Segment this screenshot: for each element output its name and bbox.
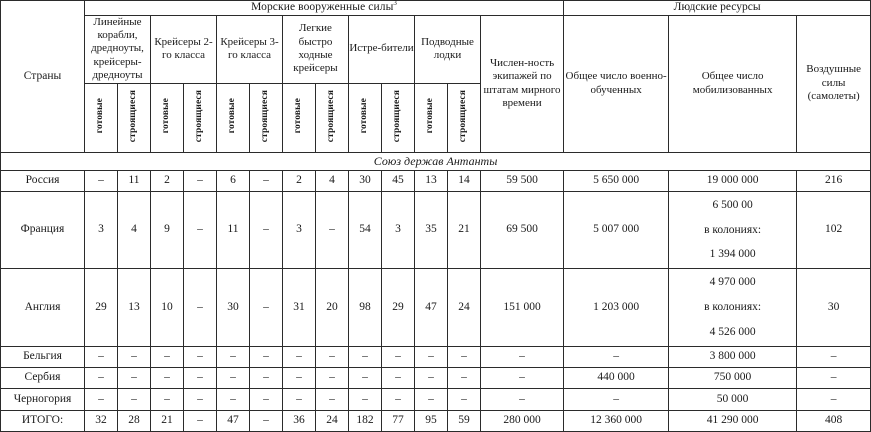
cell-value: –	[217, 368, 250, 389]
header-cruisers-3rd-building	[250, 83, 283, 152]
cell-value: –	[349, 368, 382, 389]
cell-value: –	[283, 346, 316, 367]
cell-value: 30	[349, 170, 382, 191]
table-row	[1, 368, 871, 389]
cell-value: 59 500	[481, 170, 564, 191]
header-mobilized-total: Общее число мобилизованных	[669, 15, 797, 152]
section-label-entente: Союз держав Антанты	[1, 152, 871, 170]
cell-value: 440 000	[564, 368, 669, 389]
cell-value: 280 000	[481, 410, 564, 431]
cell-country-name: ИТОГО:	[1, 410, 85, 431]
mobilized-breakdown	[669, 197, 796, 263]
rotated-label-ready: готовые	[425, 97, 436, 134]
cell-value: –	[184, 269, 217, 346]
cell-country-name: Франция	[1, 191, 85, 268]
cell-value: 12 360 000	[564, 410, 669, 431]
cell-value: –	[382, 368, 415, 389]
table-row	[1, 170, 871, 191]
cell-value: –	[118, 346, 151, 367]
cell-value: –	[217, 389, 250, 410]
cell-value: –	[184, 368, 217, 389]
rotated-label-ready: готовые	[293, 97, 304, 134]
header-battleships: Линейные корабли, дредноуты, крейсеры-дредноуты	[85, 15, 151, 83]
cell-value: 47	[217, 410, 250, 431]
table-row	[1, 389, 871, 410]
cell-value: 5 650 000	[564, 170, 669, 191]
header-air-forces: Воздушные силы (самолеты)	[797, 15, 871, 152]
cell-country-name: Англия	[1, 269, 85, 346]
cell-value: 24	[448, 269, 481, 346]
cell-value: –	[283, 389, 316, 410]
header-group-naval	[85, 1, 564, 16]
cell-air-forces: 30	[797, 269, 871, 346]
cell-value: 4	[316, 170, 349, 191]
rotated-label-building: строящиеся	[326, 89, 337, 142]
header-submarines-ready	[415, 83, 448, 152]
cell-value: –	[415, 389, 448, 410]
header-countries: Страны	[1, 1, 85, 153]
cell-value: –	[382, 389, 415, 410]
cell-value: 77	[382, 410, 415, 431]
cell-value: 59	[448, 410, 481, 431]
header-cruisers-2nd-class: Крейсеры 2-го класса	[151, 15, 217, 83]
cell-value: –	[184, 191, 217, 268]
header-trained-total: Общее число военно-обученных	[564, 15, 669, 152]
cell-value: 14	[448, 170, 481, 191]
cell-mobilized-total: 19 000 000	[669, 170, 797, 191]
cell-value: –	[250, 368, 283, 389]
cell-value: 21	[448, 191, 481, 268]
header-row-groups	[1, 1, 871, 16]
cell-air-forces: –	[797, 346, 871, 367]
section-band-row	[1, 152, 871, 170]
header-battleships-ready	[85, 83, 118, 152]
cell-value: 151 000	[481, 269, 564, 346]
cell-value: –	[85, 389, 118, 410]
mobilized-line: 4 970 000	[709, 276, 756, 289]
header-light-fast-cruisers: Легкие быстро ходные крейсеры	[283, 15, 349, 83]
cell-value: –	[250, 269, 283, 346]
cell-value: –	[85, 368, 118, 389]
cell-value: –	[481, 368, 564, 389]
cell-country-name: Бельгия	[1, 346, 85, 367]
mobilized-line: 1 394 000	[709, 248, 756, 261]
cell-value: –	[217, 346, 250, 367]
cell-value: 35	[415, 191, 448, 268]
header-crew-strength: Числен-ность экипажей по штатам мирного времени	[481, 15, 564, 152]
cell-value: –	[448, 346, 481, 367]
cell-value: –	[250, 191, 283, 268]
cell-value: –	[448, 389, 481, 410]
cell-value: –	[316, 191, 349, 268]
cell-value: 28	[118, 410, 151, 431]
cell-value: 45	[382, 170, 415, 191]
cell-value: 11	[217, 191, 250, 268]
cell-value: –	[481, 389, 564, 410]
cell-value: –	[349, 346, 382, 367]
cell-value: 29	[85, 269, 118, 346]
cell-value: 5 007 000	[564, 191, 669, 268]
cell-value: –	[85, 170, 118, 191]
cell-value: –	[151, 389, 184, 410]
cell-value: 36	[283, 410, 316, 431]
header-battleships-building	[118, 83, 151, 152]
cell-value: 13	[118, 269, 151, 346]
cell-air-forces: 216	[797, 170, 871, 191]
cell-value: –	[316, 389, 349, 410]
mobilized-line: в колониях:	[704, 301, 762, 314]
cell-value: 11	[118, 170, 151, 191]
cell-value: –	[316, 368, 349, 389]
header-cruisers-2nd-ready	[151, 83, 184, 152]
cell-value: –	[151, 346, 184, 367]
table-row	[1, 410, 871, 431]
header-destroyers: Истре-бители	[349, 15, 415, 83]
rotated-label-building: строящиеся	[128, 89, 139, 142]
cell-value: –	[184, 346, 217, 367]
cell-value: –	[250, 410, 283, 431]
cell-value: –	[415, 346, 448, 367]
cell-value: 95	[415, 410, 448, 431]
cell-value: –	[250, 170, 283, 191]
cell-value: 2	[151, 170, 184, 191]
rotated-label-building: строящиеся	[392, 89, 403, 142]
cell-value: –	[448, 368, 481, 389]
rotated-label-ready: готовые	[227, 97, 238, 134]
cell-value: 9	[151, 191, 184, 268]
cell-mobilized-total: 50 000	[669, 389, 797, 410]
cell-value: –	[564, 389, 669, 410]
cell-air-forces: –	[797, 389, 871, 410]
cell-value: 29	[382, 269, 415, 346]
cell-country-name: Россия	[1, 170, 85, 191]
cell-value: 31	[283, 269, 316, 346]
cell-value: –	[184, 170, 217, 191]
footnote-marker: 3	[393, 0, 398, 8]
cell-value: 69 500	[481, 191, 564, 268]
mobilized-line: в колониях:	[704, 223, 762, 236]
cell-mobilized-total: 750 000	[669, 368, 797, 389]
header-submarines: Подводные лодки	[415, 15, 481, 83]
cell-value: –	[481, 346, 564, 367]
cell-mobilized-total	[669, 269, 797, 346]
cell-value: 3	[382, 191, 415, 268]
rotated-label-building: строящиеся	[194, 89, 205, 142]
mobilized-line: 6 500 00	[712, 199, 753, 212]
cell-value: 20	[316, 269, 349, 346]
cell-value: 24	[316, 410, 349, 431]
cell-value: 98	[349, 269, 382, 346]
cell-value: 4	[118, 191, 151, 268]
cell-value: –	[85, 346, 118, 367]
cell-value: –	[564, 346, 669, 367]
cell-value: 3	[283, 191, 316, 268]
header-submarines-building	[448, 83, 481, 152]
cell-mobilized-total: 41 290 000	[669, 410, 797, 431]
cell-value: –	[382, 346, 415, 367]
cell-value: 182	[349, 410, 382, 431]
cell-value: –	[283, 368, 316, 389]
rotated-label-ready: готовые	[95, 97, 106, 134]
table-row	[1, 269, 871, 346]
header-group-manpower: Людские ресурсы	[564, 1, 871, 16]
cell-value: –	[250, 346, 283, 367]
rotated-label-building: строящиеся	[260, 89, 271, 142]
cell-value: 13	[415, 170, 448, 191]
cell-value: –	[250, 389, 283, 410]
cell-value: –	[349, 389, 382, 410]
cell-value: 2	[283, 170, 316, 191]
cell-value: –	[316, 346, 349, 367]
cell-value: 10	[151, 269, 184, 346]
cell-value: 30	[217, 269, 250, 346]
header-cruisers-2nd-building	[184, 83, 217, 152]
rotated-label-ready: готовые	[161, 97, 172, 134]
header-destroyers-building	[382, 83, 415, 152]
cell-value: –	[184, 389, 217, 410]
header-row-subcolumns	[1, 15, 871, 83]
rotated-label-building: строящиеся	[458, 89, 469, 142]
cell-value: 1 203 000	[564, 269, 669, 346]
table-row	[1, 346, 871, 367]
table-header	[1, 1, 871, 153]
cell-value: 3	[85, 191, 118, 268]
header-destroyers-ready	[349, 83, 382, 152]
cell-value: –	[184, 410, 217, 431]
cell-air-forces: 102	[797, 191, 871, 268]
mobilized-line: 4 526 000	[709, 325, 756, 338]
header-light-cruisers-building	[316, 83, 349, 152]
cell-value: 21	[151, 410, 184, 431]
header-cruisers-3rd-class: Крейсеры 3-го класса	[217, 15, 283, 83]
cell-country-name: Черногория	[1, 389, 85, 410]
cell-value: –	[118, 389, 151, 410]
table-body	[1, 152, 871, 431]
cell-mobilized-total	[669, 191, 797, 268]
header-light-cruisers-ready	[283, 83, 316, 152]
cell-value: 32	[85, 410, 118, 431]
rotated-label-ready: готовые	[359, 97, 370, 134]
cell-value: –	[118, 368, 151, 389]
header-group-naval-label: Морские вооруженные силы	[251, 1, 394, 13]
cell-value: –	[415, 368, 448, 389]
table-row	[1, 191, 871, 268]
cell-value: 54	[349, 191, 382, 268]
cell-air-forces: 408	[797, 410, 871, 431]
cell-value: 47	[415, 269, 448, 346]
cell-air-forces: –	[797, 368, 871, 389]
mobilized-breakdown	[669, 274, 796, 340]
cell-value: –	[151, 368, 184, 389]
header-cruisers-3rd-ready	[217, 83, 250, 152]
cell-value: 6	[217, 170, 250, 191]
cell-mobilized-total: 3 800 000	[669, 346, 797, 367]
cell-country-name: Сербия	[1, 368, 85, 389]
